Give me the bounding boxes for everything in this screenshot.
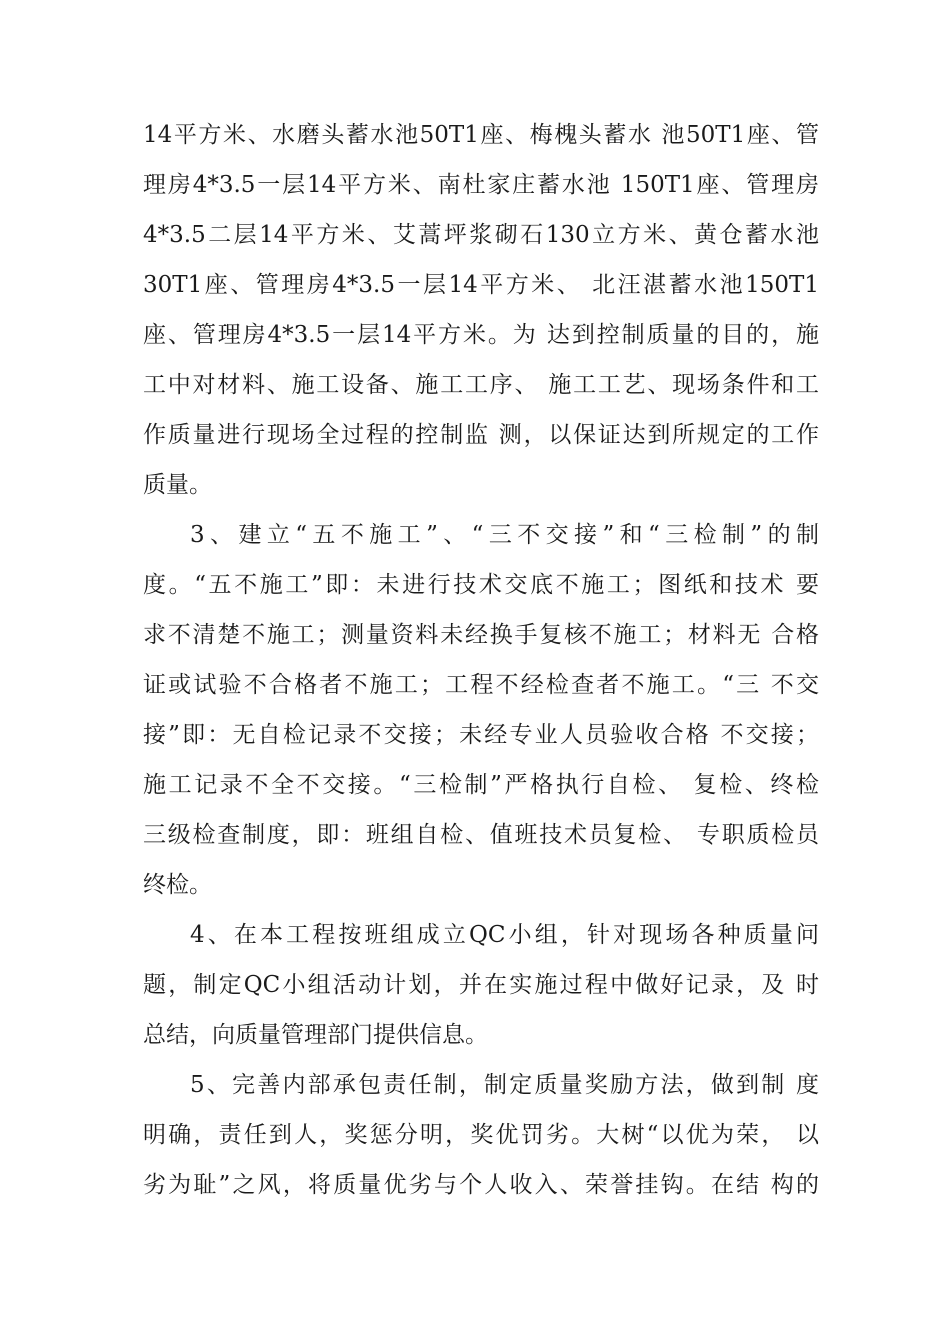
paragraph-line: 质量。	[143, 472, 212, 498]
paragraph-1	[143, 110, 819, 510]
paragraph-4	[143, 1060, 819, 1210]
paragraph-2	[143, 510, 819, 910]
paragraph-line: 度。“五不施工”即：未进行技术交底不施工；图纸和技术 要	[143, 572, 819, 598]
paragraph-line: 劣为耻”之风，将质量优劣与个人收入、荣誉挂钩。在结 构的	[143, 1172, 819, 1198]
paragraph-line: 4、在本工程按班组成立QC小组，针对现场各种质量问	[190, 922, 819, 948]
paragraph-line: 30T1座、管理房4*3.5一层14平方米、 北汪湛蓄水池150T1	[143, 272, 819, 298]
paragraph-line: 施工记录不全不交接。“三检制”严格执行自检、 复检、终检	[143, 772, 819, 798]
paragraph-line: 题，制定QC小组活动计划，并在实施过程中做好记录，及 时	[143, 972, 819, 998]
paragraph-line: 3、建立“五不施工”、“三不交接”和“三检制”的制	[190, 522, 819, 548]
paragraph-line: 三级检查制度，即：班组自检、值班技术员复检、 专职质检员	[143, 822, 819, 848]
paragraph-line: 理房4*3.5一层14平方米、南杜家庄蓄水池 150T1座、管理房	[143, 172, 819, 198]
paragraph-line: 求不清楚不施工；测量资料未经换手复核不施工；材料无 合格	[143, 622, 819, 648]
paragraph-line: 5、完善内部承包责任制，制定质量奖励方法，做到制 度	[190, 1072, 819, 1098]
paragraph-line: 工中对材料、施工设备、施工工序、 施工工艺、现场条件和工	[143, 372, 819, 398]
document-body	[143, 110, 819, 1210]
paragraph-line: 14平方米、水磨头蓄水池50T1座、梅槐头蓄水 池50T1座、管	[143, 122, 819, 148]
paragraph-line: 总结，向质量管理部门提供信息。	[143, 1022, 488, 1048]
paragraph-line: 终检。	[143, 872, 212, 898]
paragraph-3	[143, 910, 819, 1060]
paragraph-line: 座、管理房4*3.5一层14平方米。为 达到控制质量的目的，施	[143, 322, 819, 348]
paragraph-line: 作质量进行现场全过程的控制监 测，以保证达到所规定的工作	[143, 422, 819, 448]
paragraph-line: 证或试验不合格者不施工；工程不经检查者不施工。“三 不交	[143, 672, 819, 698]
paragraph-line: 明确，责任到人，奖惩分明，奖优罚劣。大树“以优为荣， 以	[143, 1122, 819, 1148]
paragraph-line: 4*3.5二层14平方米、艾蒿坪浆砌石130立方米、黄仓蓄水池	[143, 222, 819, 248]
paragraph-line: 接”即：无自检记录不交接；未经专业人员验收合格 不交接；	[143, 722, 819, 748]
